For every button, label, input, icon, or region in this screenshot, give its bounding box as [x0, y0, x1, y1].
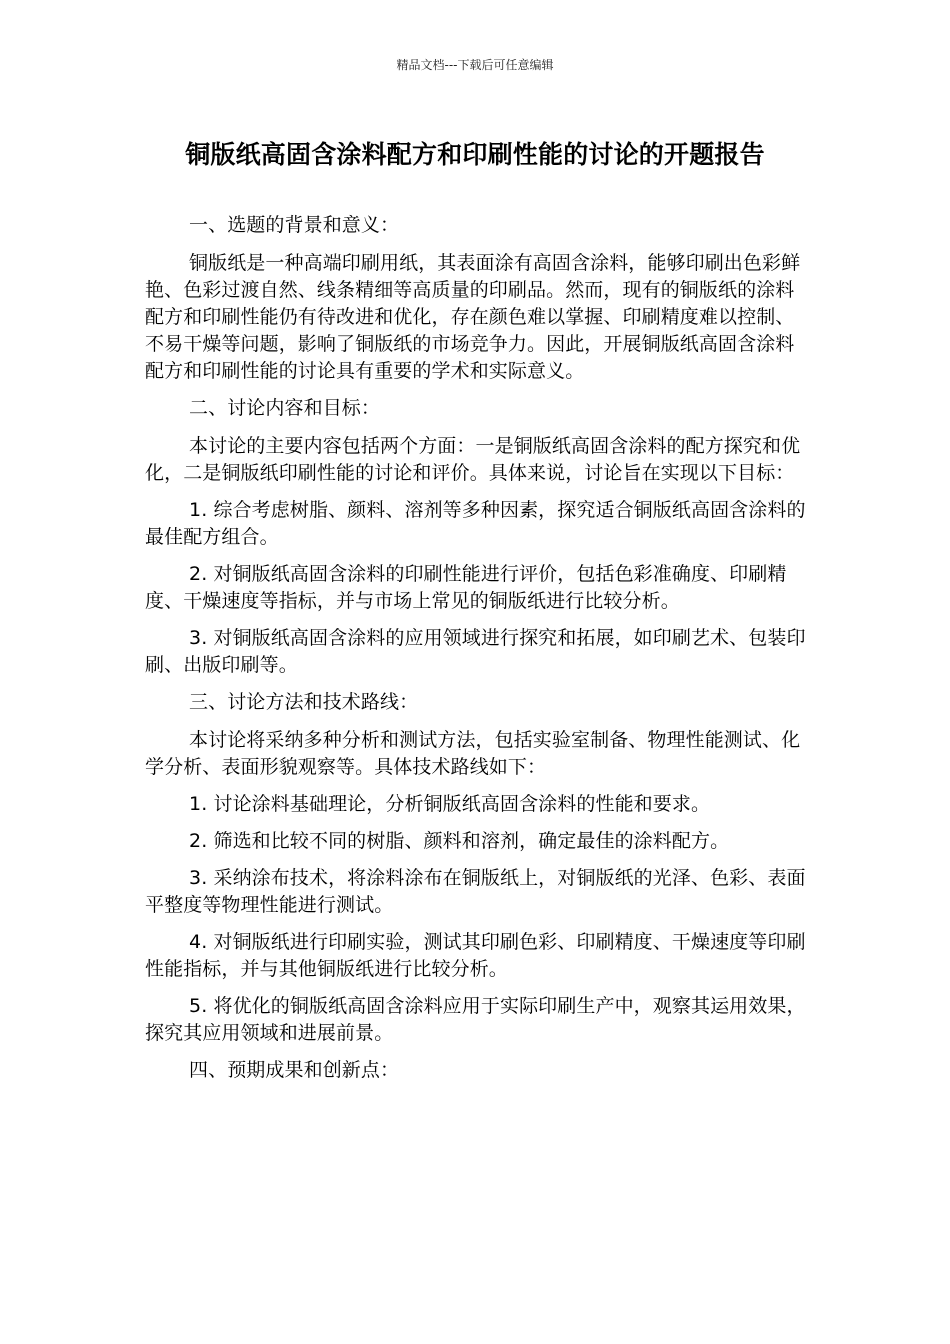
- paragraph-content-intro: 本讨论的主要内容包括两个方面：一是铜版纸高固含涂料的配方探究和优化，二是铜版纸印刷性能的讨论和评价。具体来说，讨论旨在实现以下目标：: [145, 435, 801, 484]
- goal-item-1: 1. 综合考虑树脂、颜料、溶剂等多种因素，探究适合铜版纸高固含涂料的最佳配方组合。: [145, 499, 806, 548]
- section-heading-expected-results: 四、预期成果和创新点：: [189, 1059, 400, 1081]
- section-heading-background: 一、选题的背景和意义：: [189, 214, 400, 236]
- document-body: [145, 212, 811, 1095]
- section-heading-content-goals: 二、讨论内容和目标：: [189, 397, 381, 419]
- paragraph-methods-intro: 本讨论将采纳多种分析和测试方法，包括实验室制备、物理性能测试、化学分析、表面形貌观察等。具体技术路线如下：: [145, 729, 801, 778]
- section-heading-methods: 三、讨论方法和技术路线：: [189, 691, 419, 713]
- paragraph-background: 铜版纸是一种高端印刷用纸，其表面涂有高固含涂料，能够印刷出色彩鲜艳、色彩过渡自然、线条精细等高质量的印刷品。然而，现有的铜版纸的涂料配方和印刷性能仍有待改进和优化，存在颜色难以掌握、印刷精度难以控制、不易干燥等问题，影响了铜版纸的市场竞争力。因此，开展铜版纸高固含涂料配方和印刷性能的讨论具有重要的学术和实际意义。: [145, 252, 801, 382]
- page-header-note: 精品文档---下载后可任意编辑: [396, 58, 554, 72]
- method-step-3: 3. 采纳涂布技术，将涂料涂布在铜版纸上，对铜版纸的光泽、色彩、表面平整度等物理性能进行测试。: [145, 867, 806, 916]
- document-title: 铜版纸高固含涂料配方和印刷性能的讨论的开题报告: [185, 140, 765, 169]
- goal-item-2: 2. 对铜版纸高固含涂料的印刷性能进行评价，包括色彩准确度、印刷精度、干燥速度等指标，并与市场上常见的铜版纸进行比较分析。: [145, 563, 787, 612]
- method-step-5: 5. 将优化的铜版纸高固含涂料应用于实际印刷生产中，观察其运用效果，探究其应用领域和进展前景。: [145, 995, 806, 1044]
- method-step-4: 4. 对铜版纸进行印刷实验，测试其印刷色彩、印刷精度、干燥速度等印刷性能指标，并与其他铜版纸进行比较分析。: [145, 931, 806, 980]
- method-step-2: 2. 筛选和比较不同的树脂、颜料和溶剂，确定最佳的涂料配方。: [189, 830, 730, 852]
- goal-item-3: 3. 对铜版纸高固含涂料的应用领域进行探究和拓展，如印刷艺术、包装印刷、出版印刷等。: [145, 627, 806, 676]
- method-step-1: 1. 讨论涂料基础理论，分析铜版纸高固含涂料的性能和要求。: [189, 793, 711, 815]
